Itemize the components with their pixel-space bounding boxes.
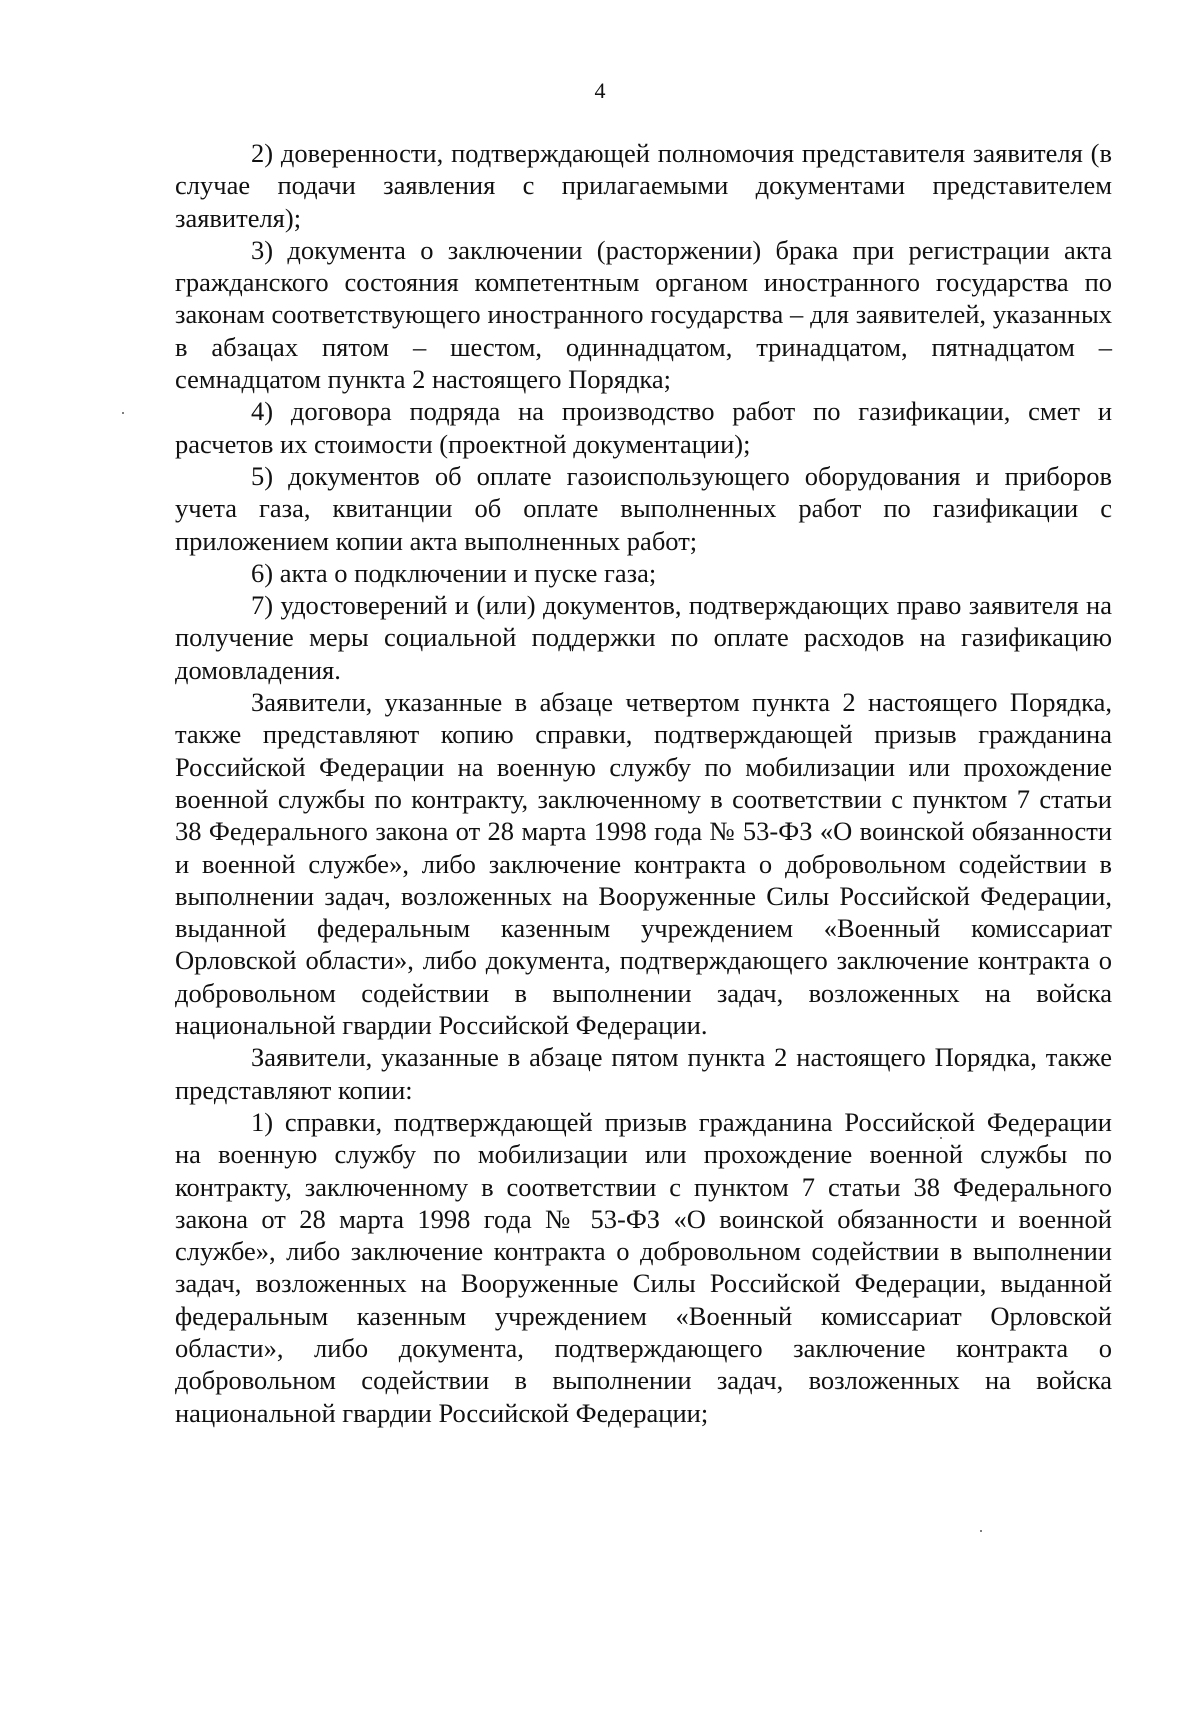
paragraph-item-3: 3) документа о заключении (расторжении) брака при регистрации акта гражданского состояния компетентным органом иностранного государства по законам соответствующего иностранного государства – для заявителей, указанных в абзацах пятом – шестом, одиннадцатом, тринадцатом, пятнадцатом – семнадцатом пункта 2 настоящего Порядка; — [175, 234, 1112, 395]
paragraph-item-7: 7) удостоверений и (или) документов, подтверждающих право заявителя на получение меры социальной поддержки по оплате расходов на газификацию домовладения. — [175, 590, 1112, 685]
scan-speck — [940, 1137, 942, 1139]
document-body — [175, 137, 1112, 1429]
page-number: 4 — [594, 78, 606, 103]
paragraph-item-1-certificate: 1) справки, подтверждающей призыв гражданина Российской Федерации на военную службу по мобилизации или прохождение военной службы по контракту, заключенному в соответствии с пунктом 7 статьи 38 Федерального закона от 28 марта 1998 года № 53-ФЗ «О воинской обязанности и военной службе», либо заключение контракта о добровольном содействии в выполнении задач, возложенных на Вооруженные Силы Российской Федерации, выданной федеральным казенным учреждением «Военный комиссариат Орловской области», либо документа, подтверждающего заключение контракта о добровольном содействии в выполнении задач, возложенных на войска национальной гвардии Российской Федерации; — [175, 1106, 1112, 1428]
paragraph-item-6: 6) акта о подключении и пуске газа; — [251, 557, 657, 588]
paragraph-item-2: 2) доверенности, подтверждающей полномочия представителя заявителя (в случае подачи заявления с прилагаемыми документами представителем заявителя); — [175, 138, 1112, 233]
paragraph-applicants-fifth: Заявители, указанные в абзаце пятом пункта 2 настоящего Порядка, также представляют копии: — [175, 1042, 1112, 1105]
paragraph-item-5: 5) документов об оплате газоиспользующего оборудования и приборов учета газа, квитанции об оплате выполненных работ по газификации с приложением копии акта выполненных работ; — [175, 460, 1112, 556]
paragraph-applicants-fourth: Заявители, указанные в абзаце четвертом пункта 2 настоящего Порядка, также представляют копию справки, подтверждающей призыв гражданина Российской Федерации на военную службу по мобилизации или прохождение военной службы по контракту, заключенному в соответствии с пунктом 7 статьи 38 Федерального закона от 28 марта 1998 года № 53-ФЗ «О воинской обязанности и военной службе», либо заключение контракта о добровольном содействии в выполнении задач, возложенных на Вооруженные Силы Российской Федерации, выданной федеральным казенным учреждением «Военный комиссариат Орловской области», либо документа, подтверждающего заключение контракта о добровольном содействии в выполнении задач, возложенных на войска национальной гвардии Российской Федерации. — [175, 687, 1112, 1041]
scan-speck — [122, 412, 124, 414]
scan-speck — [980, 1530, 982, 1532]
paragraph-item-4: 4) договора подряда на производство работ по газификации, смет и расчетов их стоимости (проектной документации); — [175, 396, 1112, 459]
